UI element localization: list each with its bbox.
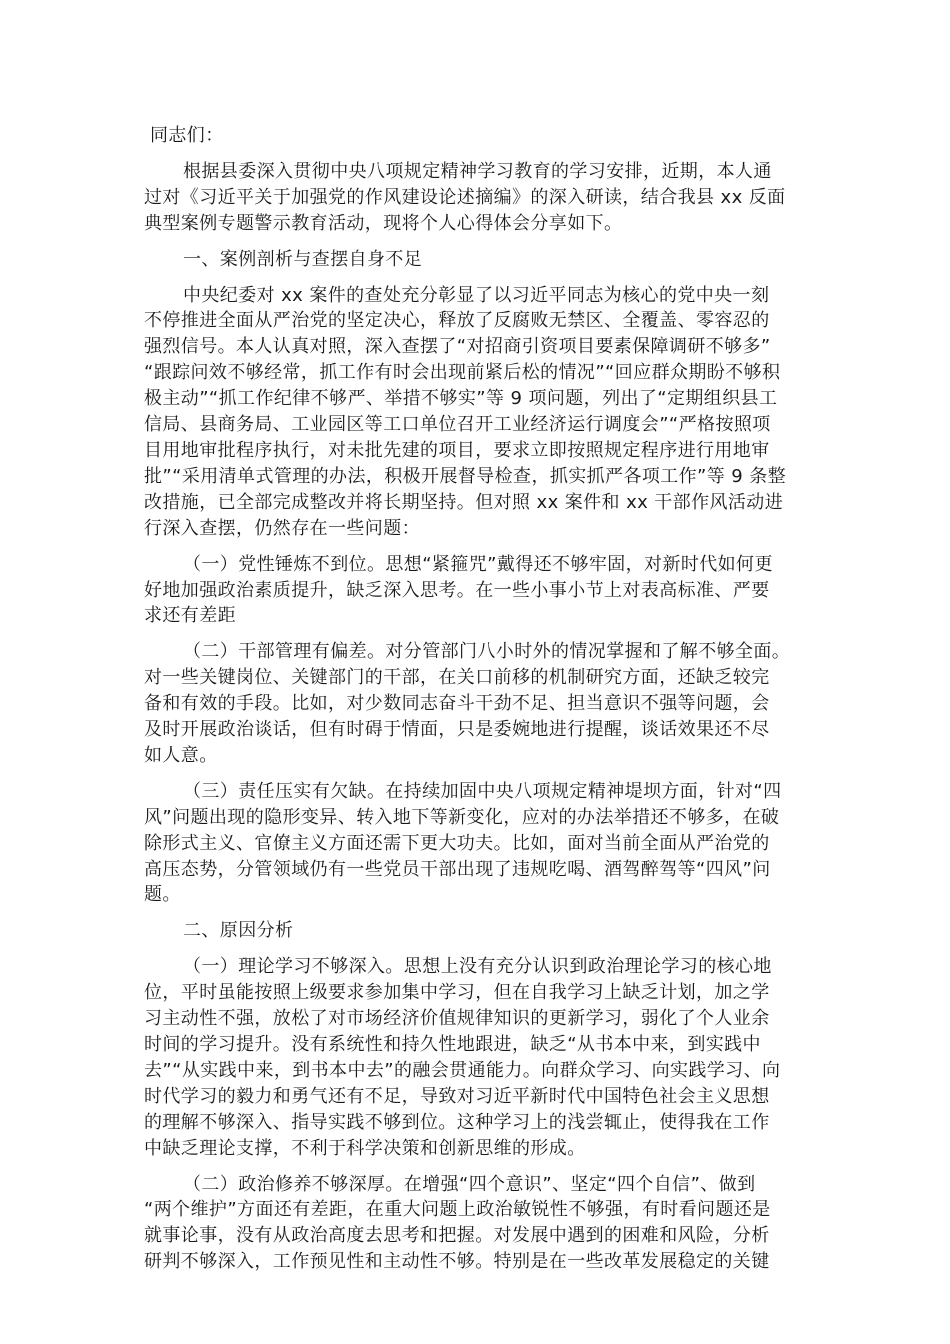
text-line: 习主动性不强，放松了对市场经济价值规律知识的更新学习，弱化了个人业余 <box>144 1008 770 1030</box>
text-line: （三）责任压实有欠缺。在持续加固中央八项规定精神堤坝方面，针对“四 <box>183 780 782 802</box>
text-line: 备和有效的手段。比如，对少数同志奋斗干劲不足、担当意识不强等问题，会 <box>144 693 770 715</box>
text-line: （二）干部管理有偏差。对分管部门八小时外的情况掌握和了解不够全面。 <box>183 641 791 663</box>
text-line: 行深入查摆，仍然存在一些问题： <box>144 517 420 539</box>
paragraph-cause-2 <box>144 1172 821 1276</box>
text-line: 批”“采用清单式管理的办法，积极开展督导检查，抓实抓严各项工作”等 9 条整 <box>144 465 787 487</box>
paragraph-cause-1 <box>144 954 821 1161</box>
document-page <box>144 123 821 1285</box>
text-line: 除形式主义、官僚主义方面还需下更大功夫。比如，面对当前全面从严治党的 <box>144 832 770 854</box>
paragraph-heading-1 <box>144 247 821 273</box>
text-line: 好地加强政治素质提升，缺乏深入思考。在一些小事小节上对表高标准、严要 <box>144 579 770 601</box>
text-line: 时间的学习提升。没有系统性和持久性地跟进，缺乏“从书本中来，到实践中 <box>144 1034 761 1055</box>
text-line: 典型案例专题警示教育活动，现将个人心得体会分享如下。 <box>144 212 623 234</box>
text-line: 时代学习的毅力和勇气还有不足，导致对习近平新时代中国特色社会主义思想 <box>144 1085 770 1107</box>
paragraph-issue-2 <box>144 639 821 769</box>
text-line: 如人意。 <box>144 744 218 766</box>
text-line: （一）党性锤炼不到位。思想“紧箍咒”戴得还不够牢固，对新时代如何更 <box>183 553 773 575</box>
text-line: 改措施，已全部完成整改并将长期坚持。但对照 xx 案件和 xx 干部作风活动进 <box>144 491 784 513</box>
text-line: “两个维护”方面还有差距，在重大问题上政治敏锐性不够强，有时看问题还是 <box>144 1199 771 1221</box>
text-line: 过对《习近平关于加强党的作风建设论述摘编》的深入研读，结合我县 xx 反面 <box>144 186 786 208</box>
text-line: “跟踪问效不够经常，抓工作有时会出现前紧后松的情况”“回应群众期盼不够积 <box>144 362 781 384</box>
text-line: 高压态势，分管领域仍有一些党员干部出现了违规吃喝、酒驾醉驾等“四风”问 <box>144 858 771 880</box>
text-line: 目用地审批程序执行，对未批先建的项目，要求立即按照规定程序进行用地审 <box>144 439 770 461</box>
text-line: （二）政治修养不够深厚。在增强“四个意识”、坚定“四个自信”、做到 <box>183 1173 756 1195</box>
text-line: 就事论事，没有从政治高度去思考和把握。对发展中遇到的困难和风险，分析 <box>144 1225 770 1247</box>
text-line: 研判不够深入，工作预见性和主动性不够。特别是在一些改革发展稳定的关键 <box>144 1251 770 1273</box>
paragraph-issue-1 <box>144 552 821 630</box>
text-line: 位，平时虽能按照上级要求参加集中学习，但在自我学习上缺乏计划，加之学 <box>144 982 770 1004</box>
paragraph-intro <box>144 159 821 237</box>
text-line: 的理解不够深入、指导实践不够到位。这种学习上的浅尝辄止，使得我在工作 <box>144 1111 770 1133</box>
text-line: 二、原因分析 <box>183 920 294 942</box>
document-body <box>144 159 821 1275</box>
text-line: 信局、县商务局、工业园区等工口单位召开工业经济运行调度会”“严格按照项 <box>144 414 771 436</box>
text-line: 中缺乏理论支撑，不利于科学决策和创新思维的形成。 <box>144 1137 586 1159</box>
text-line: 对一些关键岗位、关键部门的干部，在关口前移的机制研究方面，还缺乏较完 <box>144 667 770 689</box>
text-line: 不停推进全面从严治党的坚定决心，释放了反腐败无禁区、全覆盖、零容忍的 <box>144 310 770 332</box>
text-line: 强烈信号。本人认真对照，深入查摆了“对招商引资项目要素保障调研不够多” <box>144 336 771 358</box>
text-line: 一、案例剖析与查摆自身不足 <box>183 248 423 270</box>
text-line: 极主动”“抓工作纪律不够严、举措不够实”等 9 项问题，列出了“定期组织县工 <box>144 388 778 410</box>
text-line: 求还有差距 <box>144 605 236 627</box>
greeting: 同志们： <box>150 125 224 146</box>
text-line: （一）理论学习不够深入。思想上没有充分认识到政治理论学习的核心地 <box>183 956 772 978</box>
paragraph-issue-3 <box>144 779 821 909</box>
text-line: 中央纪委对 xx 案件的查处充分彰显了以习近平同志为核心的党中央一刻 <box>183 284 770 306</box>
text-line: 去”“从实践中来，到书本中去”的融会贯通能力。向群众学习、向实践学习、向 <box>144 1059 781 1081</box>
text-line: 根据县委深入贯彻中央八项规定精神学习教育的学习安排，近期，本人通 <box>183 160 772 182</box>
paragraph-heading-2 <box>144 918 821 944</box>
text-line: 题。 <box>144 884 181 906</box>
paragraph-case-analysis <box>144 283 821 542</box>
text-line: 及时开展政治谈话，但有时碍于情面，只是委婉地进行提醒，谈话效果还不尽 <box>144 719 770 741</box>
text-line: 风”问题出现的隐形变异、转入地下等新变化，应对的办法举措还不够多，在破 <box>144 806 780 828</box>
